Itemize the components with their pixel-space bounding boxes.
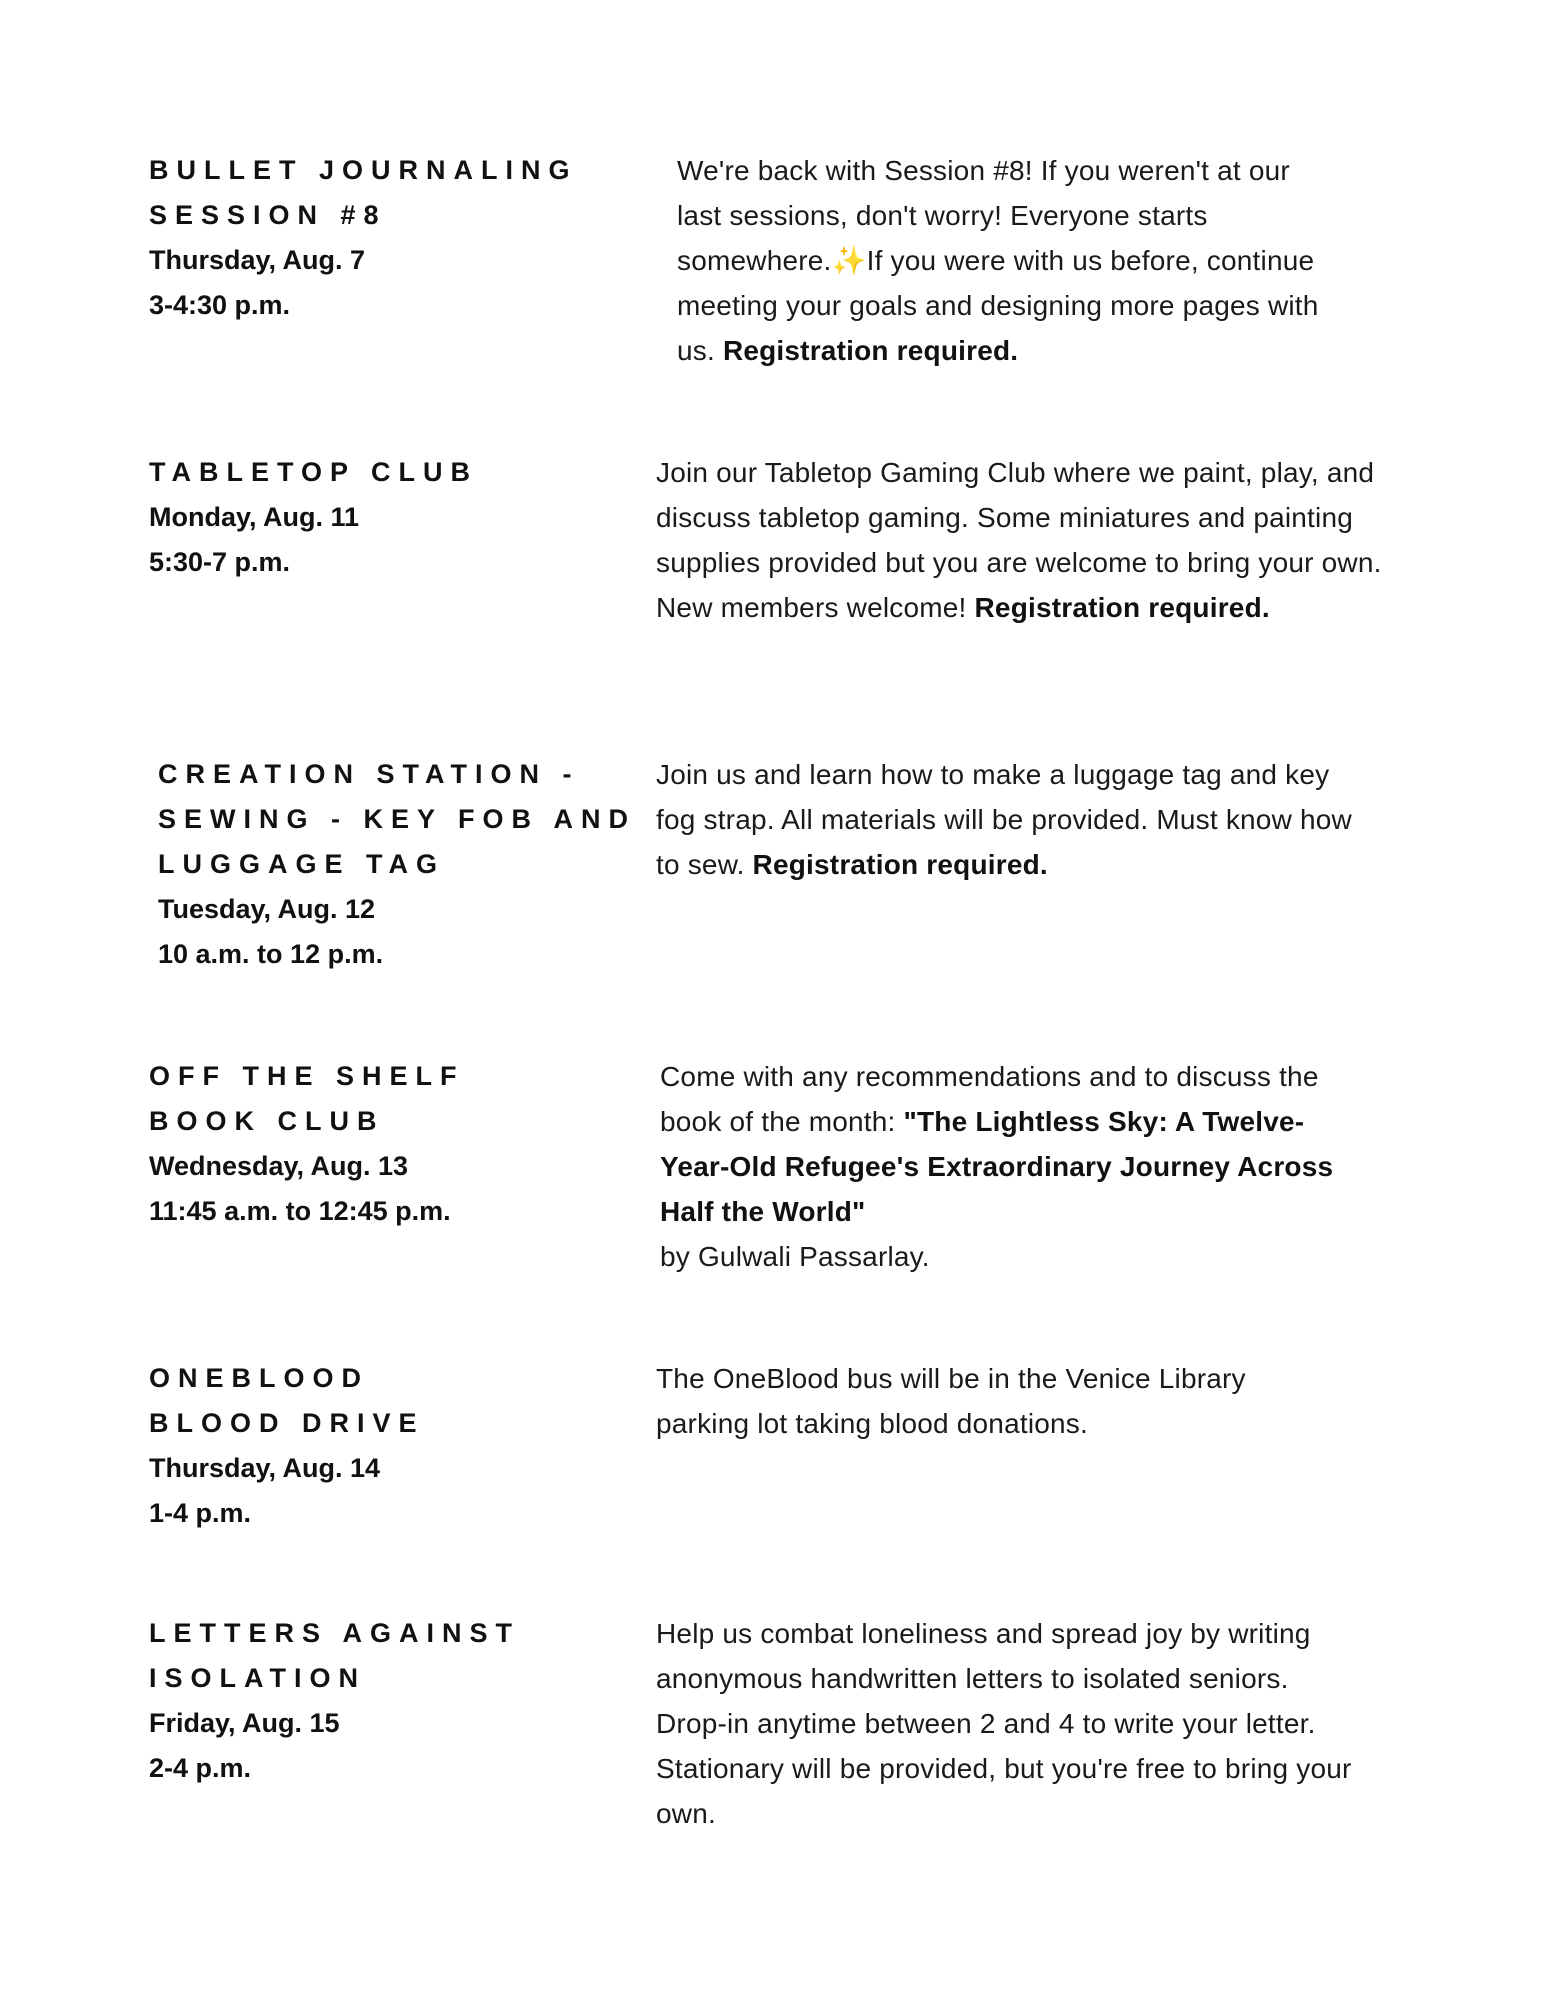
book-title: "The Lightless Sky: A Twelve-Year-Old Refugee's Extraordinary Journey Across Half the World" <box>660 1106 1334 1227</box>
event-4-info <box>149 1054 465 1234</box>
event-title-line: OFF THE SHELF <box>149 1061 465 1091</box>
event-title-line: ONEBLOOD <box>149 1363 370 1393</box>
event-date: Tuesday, Aug. 12 <box>158 894 376 924</box>
description-text: Join our Tabletop Gaming Club where we paint, play, and discuss tabletop gaming. Some miniatures and painting supplies provided but you are welcome to bring your own. New members welcome! <box>656 457 1382 623</box>
event-5-description <box>656 1356 1336 1446</box>
event-date: Thursday, Aug. 7 <box>149 245 366 275</box>
event-time: 1-4 p.m. <box>149 1498 252 1528</box>
event-6-description <box>656 1611 1356 1836</box>
event-date: Monday, Aug. 11 <box>149 502 360 532</box>
sparkle-icon: ✨ <box>831 245 867 276</box>
event-date: Wednesday, Aug. 13 <box>149 1151 409 1181</box>
event-2-description <box>656 450 1386 630</box>
description-text: Join us and learn how to make a luggage tag and key fog strap. All materials will be provided. Must know how to sew. <box>656 759 1352 880</box>
event-date: Thursday, Aug. 14 <box>149 1453 381 1483</box>
description-text: If you were with us before, continue meeting your goals and designing more pages with us. <box>677 245 1319 366</box>
book-author: by Gulwali Passarlay. <box>660 1241 930 1272</box>
event-2-info <box>149 450 478 585</box>
event-title-line: ISOLATION <box>149 1663 366 1693</box>
registration-note: Registration required. <box>974 592 1270 623</box>
event-time: 3-4:30 p.m. <box>149 290 291 320</box>
description-text: We're back with Session #8! If you weren't at our last sessions, don't worry! Everyone starts somewhere. <box>677 155 1290 276</box>
event-time: 10 a.m. to 12 p.m. <box>158 939 384 969</box>
event-title-line: BOOK CLUB <box>149 1106 385 1136</box>
event-time: 5:30-7 p.m. <box>149 547 291 577</box>
event-date: Friday, Aug. 15 <box>149 1708 340 1738</box>
registration-note: Registration required. <box>752 849 1048 880</box>
event-time: 11:45 a.m. to 12:45 p.m. <box>149 1196 451 1226</box>
event-title-line: TABLETOP CLUB <box>149 457 479 487</box>
event-title-line: LETTERS AGAINST <box>149 1618 521 1648</box>
registration-note: Registration required. <box>722 335 1019 366</box>
event-title-line: BLOOD DRIVE <box>149 1408 425 1438</box>
description-text: Help us combat loneliness and spread joy by writing anonymous handwritten letters to isolated seniors. Drop-in anytime between 2 and 4 to write your letter. Stationary will be provided, but you're free to bring your own. <box>656 1618 1352 1829</box>
event-title-line: CREATION STATION - <box>158 759 580 789</box>
event-title-line: SEWING - KEY FOB AND <box>158 804 637 834</box>
description-text: The OneBlood bus will be in the Venice Library parking lot taking blood donations. <box>656 1363 1246 1439</box>
event-3-info <box>158 752 636 977</box>
event-6-info <box>149 1611 520 1791</box>
event-3-description <box>656 752 1356 887</box>
event-title-line: SESSION #8 <box>149 200 387 230</box>
description-text: Come with any recommendations and to discuss the book of the month: <box>660 1061 1319 1137</box>
event-title-line: LUGGAGE TAG <box>158 849 445 879</box>
event-5-info <box>149 1356 425 1536</box>
event-time: 2-4 p.m. <box>149 1753 252 1783</box>
event-4-description <box>660 1054 1340 1279</box>
event-1-info <box>149 148 578 328</box>
event-1-description <box>677 148 1332 373</box>
event-title-line: BULLET JOURNALING <box>149 155 578 185</box>
